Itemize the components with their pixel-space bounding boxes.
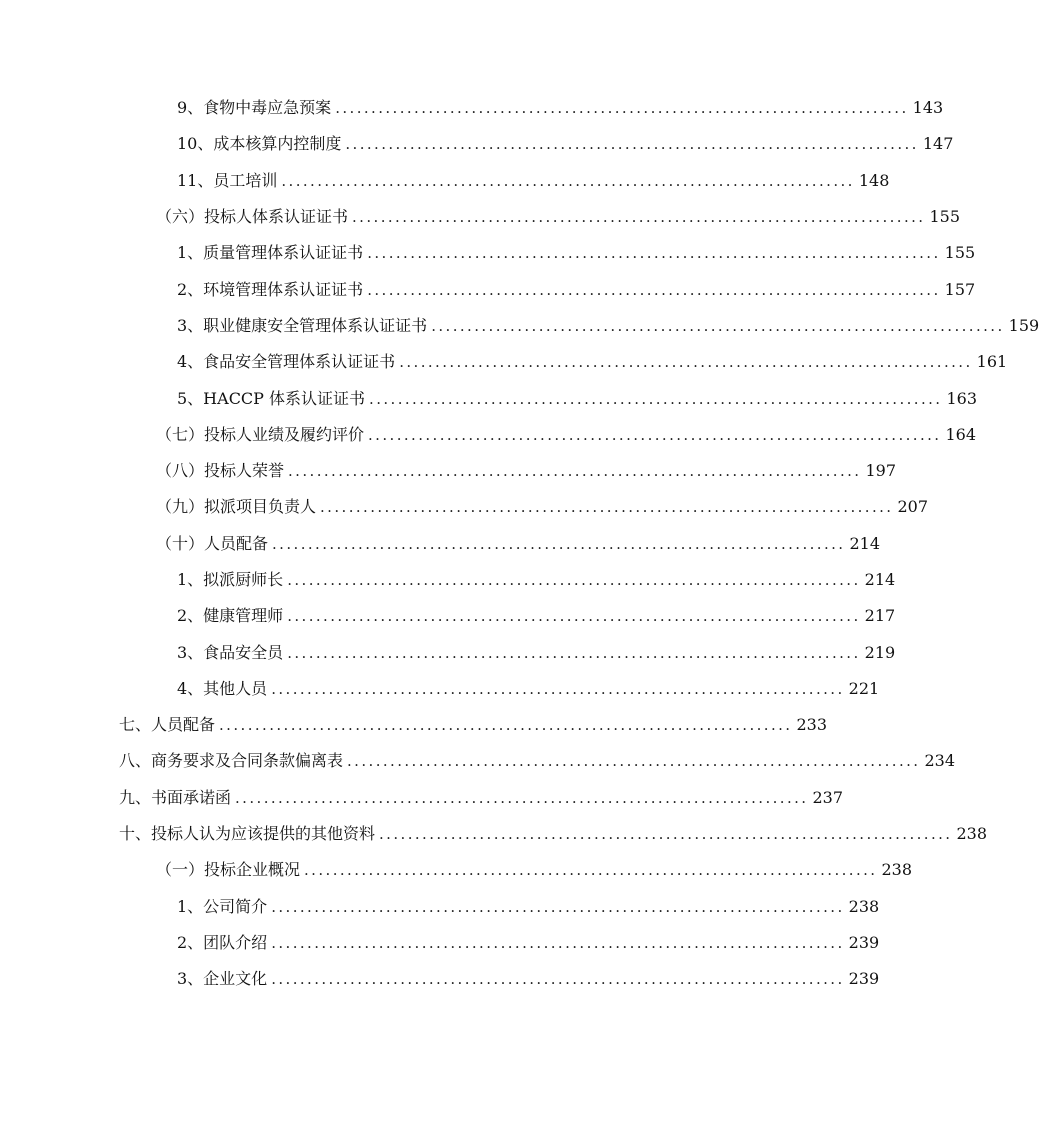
toc-entry-title: 八、商务要求及合同条款偏离表 xyxy=(119,751,344,771)
toc-entry[interactable] xyxy=(0,816,988,852)
dot-leader: ................................................................................ xyxy=(304,861,878,880)
table-of-contents xyxy=(0,90,1039,997)
toc-page-number: 238 xyxy=(881,860,913,880)
toc-entry-title: 4、食品安全管理体系认证证书 xyxy=(177,352,396,372)
toc-entry[interactable] xyxy=(0,852,913,888)
toc-entry[interactable] xyxy=(0,780,844,816)
toc-page-number: 155 xyxy=(944,243,976,263)
toc-entry[interactable] xyxy=(0,707,828,743)
toc-entry[interactable] xyxy=(0,671,880,707)
toc-entry[interactable] xyxy=(0,90,944,126)
toc-entry-title: 3、职业健康安全管理体系认证证书 xyxy=(177,315,428,335)
toc-page-number: 238 xyxy=(956,824,988,844)
toc-page-number: 214 xyxy=(864,570,896,589)
toc-entry[interactable] xyxy=(0,380,978,416)
toc-page-number: 239 xyxy=(848,969,880,989)
toc-entry-title: （一）投标企业概况 xyxy=(156,860,301,880)
toc-entry-title: （七）投标人业绩及履约评价 xyxy=(156,424,365,444)
dot-leader: ................................................................................ xyxy=(335,99,909,118)
toc-entry-title: 3、企业文化 xyxy=(177,969,268,989)
toc-entry[interactable] xyxy=(0,743,956,779)
dot-leader: ................................................................................ xyxy=(219,716,793,735)
toc-entry-title: （十）人员配备 xyxy=(156,533,269,553)
dot-leader: ................................................................................ xyxy=(352,208,926,227)
dot-leader: ................................................................................ xyxy=(345,135,919,154)
dot-leader: ................................................................................ xyxy=(271,897,845,916)
toc-entry-title: （八）投标人荣誉 xyxy=(156,461,285,481)
toc-page-number: 155 xyxy=(929,207,961,227)
toc-page-number: 159 xyxy=(1008,315,1039,335)
toc-page-number: 234 xyxy=(924,751,956,771)
toc-page-number: 233 xyxy=(796,715,828,735)
dot-leader: ................................................................................ xyxy=(271,679,845,698)
dot-leader: ................................................................................ xyxy=(369,389,943,408)
dot-leader: ................................................................................ xyxy=(281,171,855,190)
dot-leader: ................................................................................ xyxy=(399,353,973,372)
toc-entry[interactable] xyxy=(0,526,881,562)
toc-entry[interactable] xyxy=(0,417,977,453)
toc-entry[interactable] xyxy=(0,634,896,670)
dot-leader: ................................................................................ xyxy=(271,970,845,989)
dot-leader: ................................................................................ xyxy=(271,933,845,952)
toc-page-number: 217 xyxy=(864,606,896,626)
toc-entry[interactable] xyxy=(0,199,961,235)
toc-entry[interactable] xyxy=(0,126,954,162)
dot-leader: ................................................................................ xyxy=(320,498,894,517)
toc-entry[interactable] xyxy=(0,163,890,199)
toc-entry-title: 十、投标人认为应该提供的其他资料 xyxy=(119,824,376,844)
toc-entry-title: 5、HACCP 体系认证证书 xyxy=(177,388,366,408)
dot-leader: ................................................................................ xyxy=(272,534,846,553)
dot-leader: ................................................................................ xyxy=(288,462,862,481)
dot-leader: ................................................................................ xyxy=(235,788,809,807)
dot-leader: ................................................................................ xyxy=(287,571,861,589)
toc-page-number: 197 xyxy=(865,461,897,481)
toc-page-number: 207 xyxy=(897,497,929,517)
toc-entry[interactable] xyxy=(0,562,896,598)
toc-entry-title: （九）拟派项目负责人 xyxy=(156,497,317,517)
dot-leader: ................................................................................ xyxy=(367,244,941,263)
toc-entry-title: 3、食品安全员 xyxy=(177,642,284,662)
toc-entry-title: 2、团队介绍 xyxy=(177,932,268,952)
toc-entry[interactable] xyxy=(0,889,880,925)
toc-page-number: 157 xyxy=(944,279,976,299)
dot-leader: ................................................................................ xyxy=(287,607,861,626)
toc-entry-title: 4、其他人员 xyxy=(177,678,268,698)
toc-entry-title: 九、书面承诺函 xyxy=(119,787,232,807)
toc-entry-title: 10、成本核算内控制度 xyxy=(177,134,342,154)
toc-page-number: 221 xyxy=(848,678,880,698)
toc-entry-title: 11、员工培训 xyxy=(177,170,278,190)
dot-leader: ................................................................................ xyxy=(367,280,941,299)
toc-entry-title: （六）投标人体系认证证书 xyxy=(156,207,349,227)
toc-entry-title: 1、拟派厨师长 xyxy=(177,570,284,589)
toc-entry[interactable] xyxy=(0,235,976,271)
dot-leader: ................................................................................ xyxy=(368,425,942,444)
dot-leader: ................................................................................ xyxy=(347,752,921,771)
toc-page-number: 163 xyxy=(946,388,978,408)
toc-entry-title: 2、环境管理体系认证证书 xyxy=(177,279,364,299)
toc-entry[interactable] xyxy=(0,344,1008,380)
toc-page-number: 143 xyxy=(912,98,944,118)
toc-page-number: 239 xyxy=(848,932,880,952)
toc-entry-title: 1、质量管理体系认证证书 xyxy=(177,243,364,263)
toc-entry-title: 9、食物中毒应急预案 xyxy=(177,98,332,118)
toc-page-number: 148 xyxy=(858,170,890,190)
toc-entry-title: 七、人员配备 xyxy=(119,715,216,735)
dot-leader: ................................................................................ xyxy=(379,825,953,844)
toc-page-number: 238 xyxy=(848,896,880,916)
toc-entry[interactable] xyxy=(0,598,896,634)
toc-page-number: 237 xyxy=(812,787,844,807)
toc-entry[interactable] xyxy=(0,308,1039,344)
toc-entry-title: 1、公司简介 xyxy=(177,896,268,916)
toc-page-number: 219 xyxy=(864,642,896,662)
toc-entry-title: 2、健康管理师 xyxy=(177,606,284,626)
toc-entry[interactable] xyxy=(0,961,880,997)
toc-entry[interactable] xyxy=(0,271,976,307)
toc-entry[interactable] xyxy=(0,925,880,961)
toc-entry[interactable] xyxy=(0,453,897,489)
dot-leader: ................................................................................ xyxy=(431,316,1005,335)
toc-page-number: 161 xyxy=(976,352,1008,372)
toc-page-number: 214 xyxy=(849,533,881,553)
toc-page-number: 164 xyxy=(945,424,977,444)
toc-page-number: 147 xyxy=(922,134,954,154)
toc-entry[interactable] xyxy=(0,489,929,525)
dot-leader: ................................................................................ xyxy=(287,643,861,662)
